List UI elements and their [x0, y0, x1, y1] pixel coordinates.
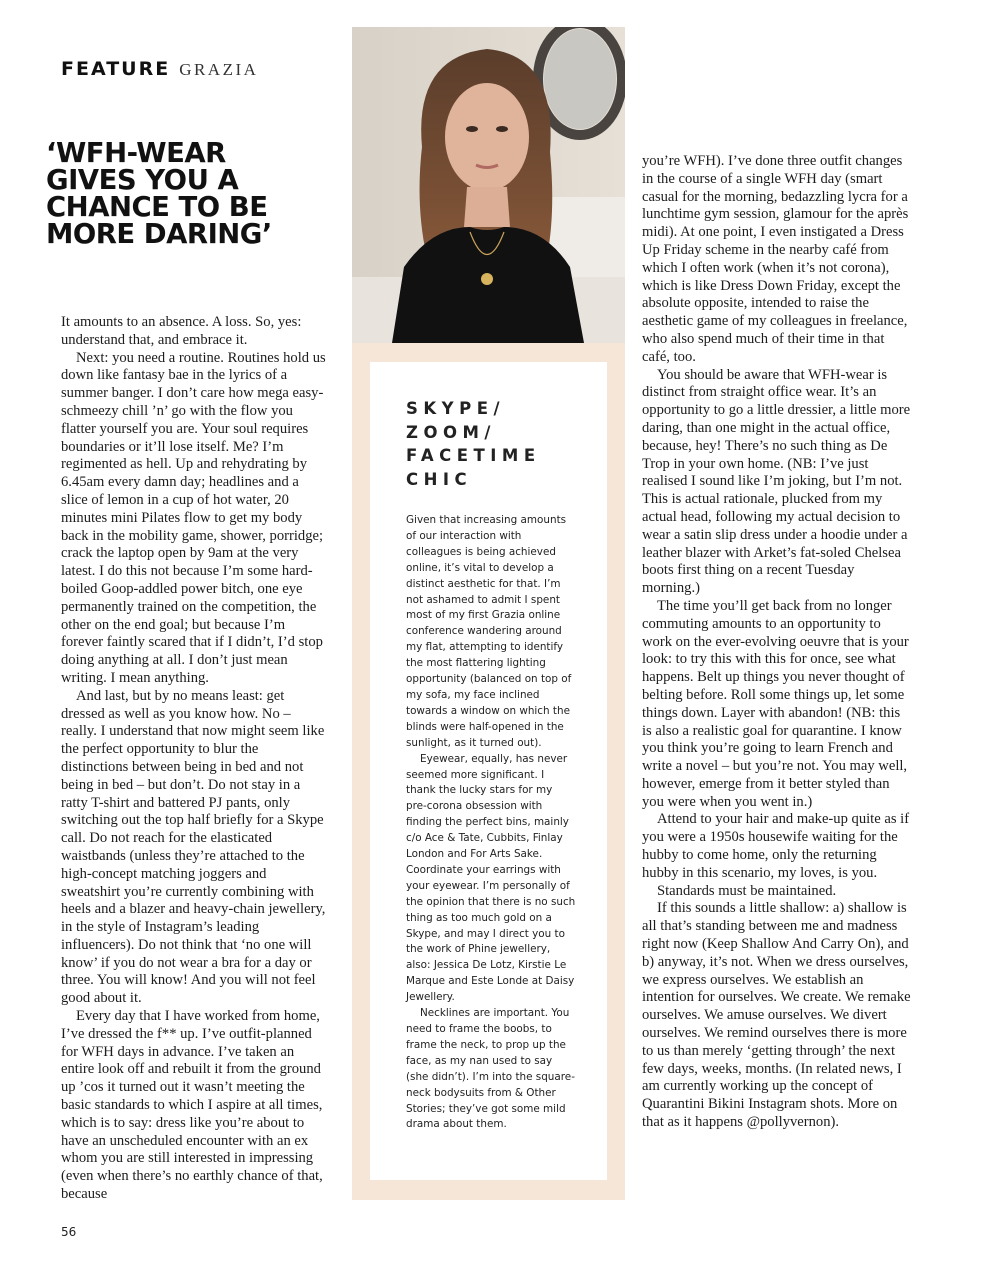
- body-paragraph: It amounts to an absence. A loss. So, yes: understand that, and embrace it.: [61, 314, 302, 348]
- photo-illustration: [352, 27, 625, 343]
- body-paragraph: You should be aware that WFH-wear is distinct from straight office wear. It’s an opportunity to go a little dressier, a little more daring, than one might in the actual office, because, hey! There’s no such thing as De Trop in your own home. (NB: I’ve just realised I sound like I’m joking, but I’m not. This is actual rationale, plucked from my actual head, following my actual decision to wear a satin slip dress under a hoodie under a leather blazer with Arket’s fat-soled Chelsea boots first thing on a recent Tuesday morning.): [642, 366, 911, 597]
- sidebar-title: SKYPE/ ZOOM/ FACETIME CHIC: [406, 399, 541, 489]
- pull-quote-headline: ‘WFH-WEAR GIVES YOU A CHANCE TO BE MORE DARING’: [46, 137, 272, 250]
- body-paragraph: The time you’ll get back from no longer commuting amounts to an opportunity to work on the ever-evolving oeuvre that is your look: to try this with this for once, see what happens. Belt up things you never thought of belting before. Roll some things up, let some things down. Layer with abandon! (NB: this is also a realistic goal for quarantine. I know you think you’re going to learn French and write a novel – but you’re not. You may well, however, emerge from it better styled than you were when you went in.): [642, 597, 909, 810]
- author-selfie-photo: [352, 27, 625, 343]
- body-paragraph: Attend to your hair and make-up quite as if you were a 1950s housewife waiting for the hubby to come home, only the returning hubby in this scenario, my loves, is you.: [642, 811, 910, 881]
- body-paragraph: Every day that I have worked from home, I’ve dressed the f** up. I’ve outfit-planned for WFH days in advance. I’ve taken an entire look off and rebuilt it from the ground up ’cos it turned out it wasn’t meeting the basic standards to which I aspire at all times, which is to say: dress like you’re about to have an unscheduled encounter with an ex whom you are still interested in impressing (even when there’s no earthly chance of that, because: [61, 1008, 323, 1203]
- body-paragraph: If this sounds a little shallow: a) shallow is all that’s standing between me and madness right now (Keep Shallow And Carry On), and b) anyway, it’s not. When we dress ourselves, we express ourselves. We establish an intention for ourselves. We create. We remake ourselves. We amuse ourselves. We divert ourselves. We remind ourselves there is more to us than merely ‘getting through’ the next few days, weeks, months. (In related news, I am currently working up the concept of Quarantini Bikini Instagram shots. More on that as it happens @pollyvernon).: [642, 900, 911, 1131]
- sidebar-paragraph: Eyewear, equally, has never seemed more significant. I thank the lucky stars for my pre-corona obsession with finding the perfect bins, mainly c/o Ace & Tate, Cubbits, Finlay London and For Arts Sake. Coordinate your earrings with your eyewear. I’m personally of the opinion that there is no such thing as too much gold on a Skype, and may I direct you to the work of Phine jewellery, also: Jessica De Lotz, Kirstie Le Marque and Este Londe at Daisy Jewellery.: [406, 752, 576, 1004]
- body-paragraph: Next: you need a routine. Routines hold us down like fantasy bae in the lyrics of a summer banger. I don’t care how mega easy-schmeezy chill ’n’ go with the flow you flatter yourself you are. Your soul requires boundaries or it’ll lose itself. Me? I’m regimented as hell. Up and rehydrating by 6.45am every damn day; headlines and a slice of lemon in a cup of hot water, 20 minutes mini Pilates flow to get my body back in the mobility game, shower, porridge; crack the laptop open by 9am at the very latest. I do this not because I’m some hard-boiled Goop-addled power bitch, one eye permanently trained on the competition, the other on the end goal; but because I’m forever faintly scared that if I didn’t, I’d stop doing anything at all. I don’t just mean writing. I mean anything.: [61, 349, 326, 686]
- sidebar-paragraph: Necklines are important. You need to frame the boobs, to frame the neck, to prop up the face, as my nan used to say (she didn’t). I’m into the square-neck bodysuits from & Other Stories; they’ve got some mild drama about them.: [406, 1007, 575, 1131]
- left-text-column: [61, 314, 329, 1204]
- right-text-column: [642, 153, 912, 1132]
- body-paragraph: Standards must be maintained.: [657, 882, 837, 899]
- magazine-name: GRAZIA: [179, 60, 259, 79]
- body-paragraph: And last, but by no means least: get dressed as well as you know how. No – really. I understand that now might seem like the perfect opportunity to blur the distinctions between being in bed and not being in bed – but don’t. Do not stay in a ratty T-shirt and battered PJ pants, only switching out the top half briefly for a Skype call. Do not reach for the elasticated waistbands (unless they’re attached to the high-concept matching joggers and sweatshirt you’re currently combining with heels and a blazer and heavy-chain jewellery, in the style of Instagram’s leading influencers). Do not think that ‘no one will know’ if you do not wear a bra for a day or three. You will know! And you will not feel good about it.: [61, 687, 326, 1007]
- page-number: 56: [61, 1225, 77, 1239]
- section-label: FEATURE: [61, 58, 171, 80]
- body-paragraph: you’re WFH). I’ve done three outfit changes in the course of a single WFH day (smart casual for the morning, bedazzling lycra for a lunchtime gym session, glamour for the après midi). At one point, I even instigated a Dress Up Friday scheme in the nearby café from which I often work (when it’s not corona), which is like Dress Down Friday, except the absolute opposite, intended to raise the aesthetic game of my colleagues in freelance, who also spend much of their time in that café, too.: [642, 153, 909, 365]
- sidebar-paragraph: Given that increasing amounts of our interaction with colleagues is being achieved online, it’s vital to develop a distinct aesthetic for that. I’m not ashamed to admit I spent most of my first Grazia online conference wandering around my flat, attempting to identify the most flattering lighting opportunity (balanced on top of my sofa, my face inclined towards a window on which the blinds were half-opened in the sunlight, as it turned out).: [406, 514, 572, 749]
- section-header: [61, 58, 258, 84]
- sidebar-body: [406, 513, 576, 1133]
